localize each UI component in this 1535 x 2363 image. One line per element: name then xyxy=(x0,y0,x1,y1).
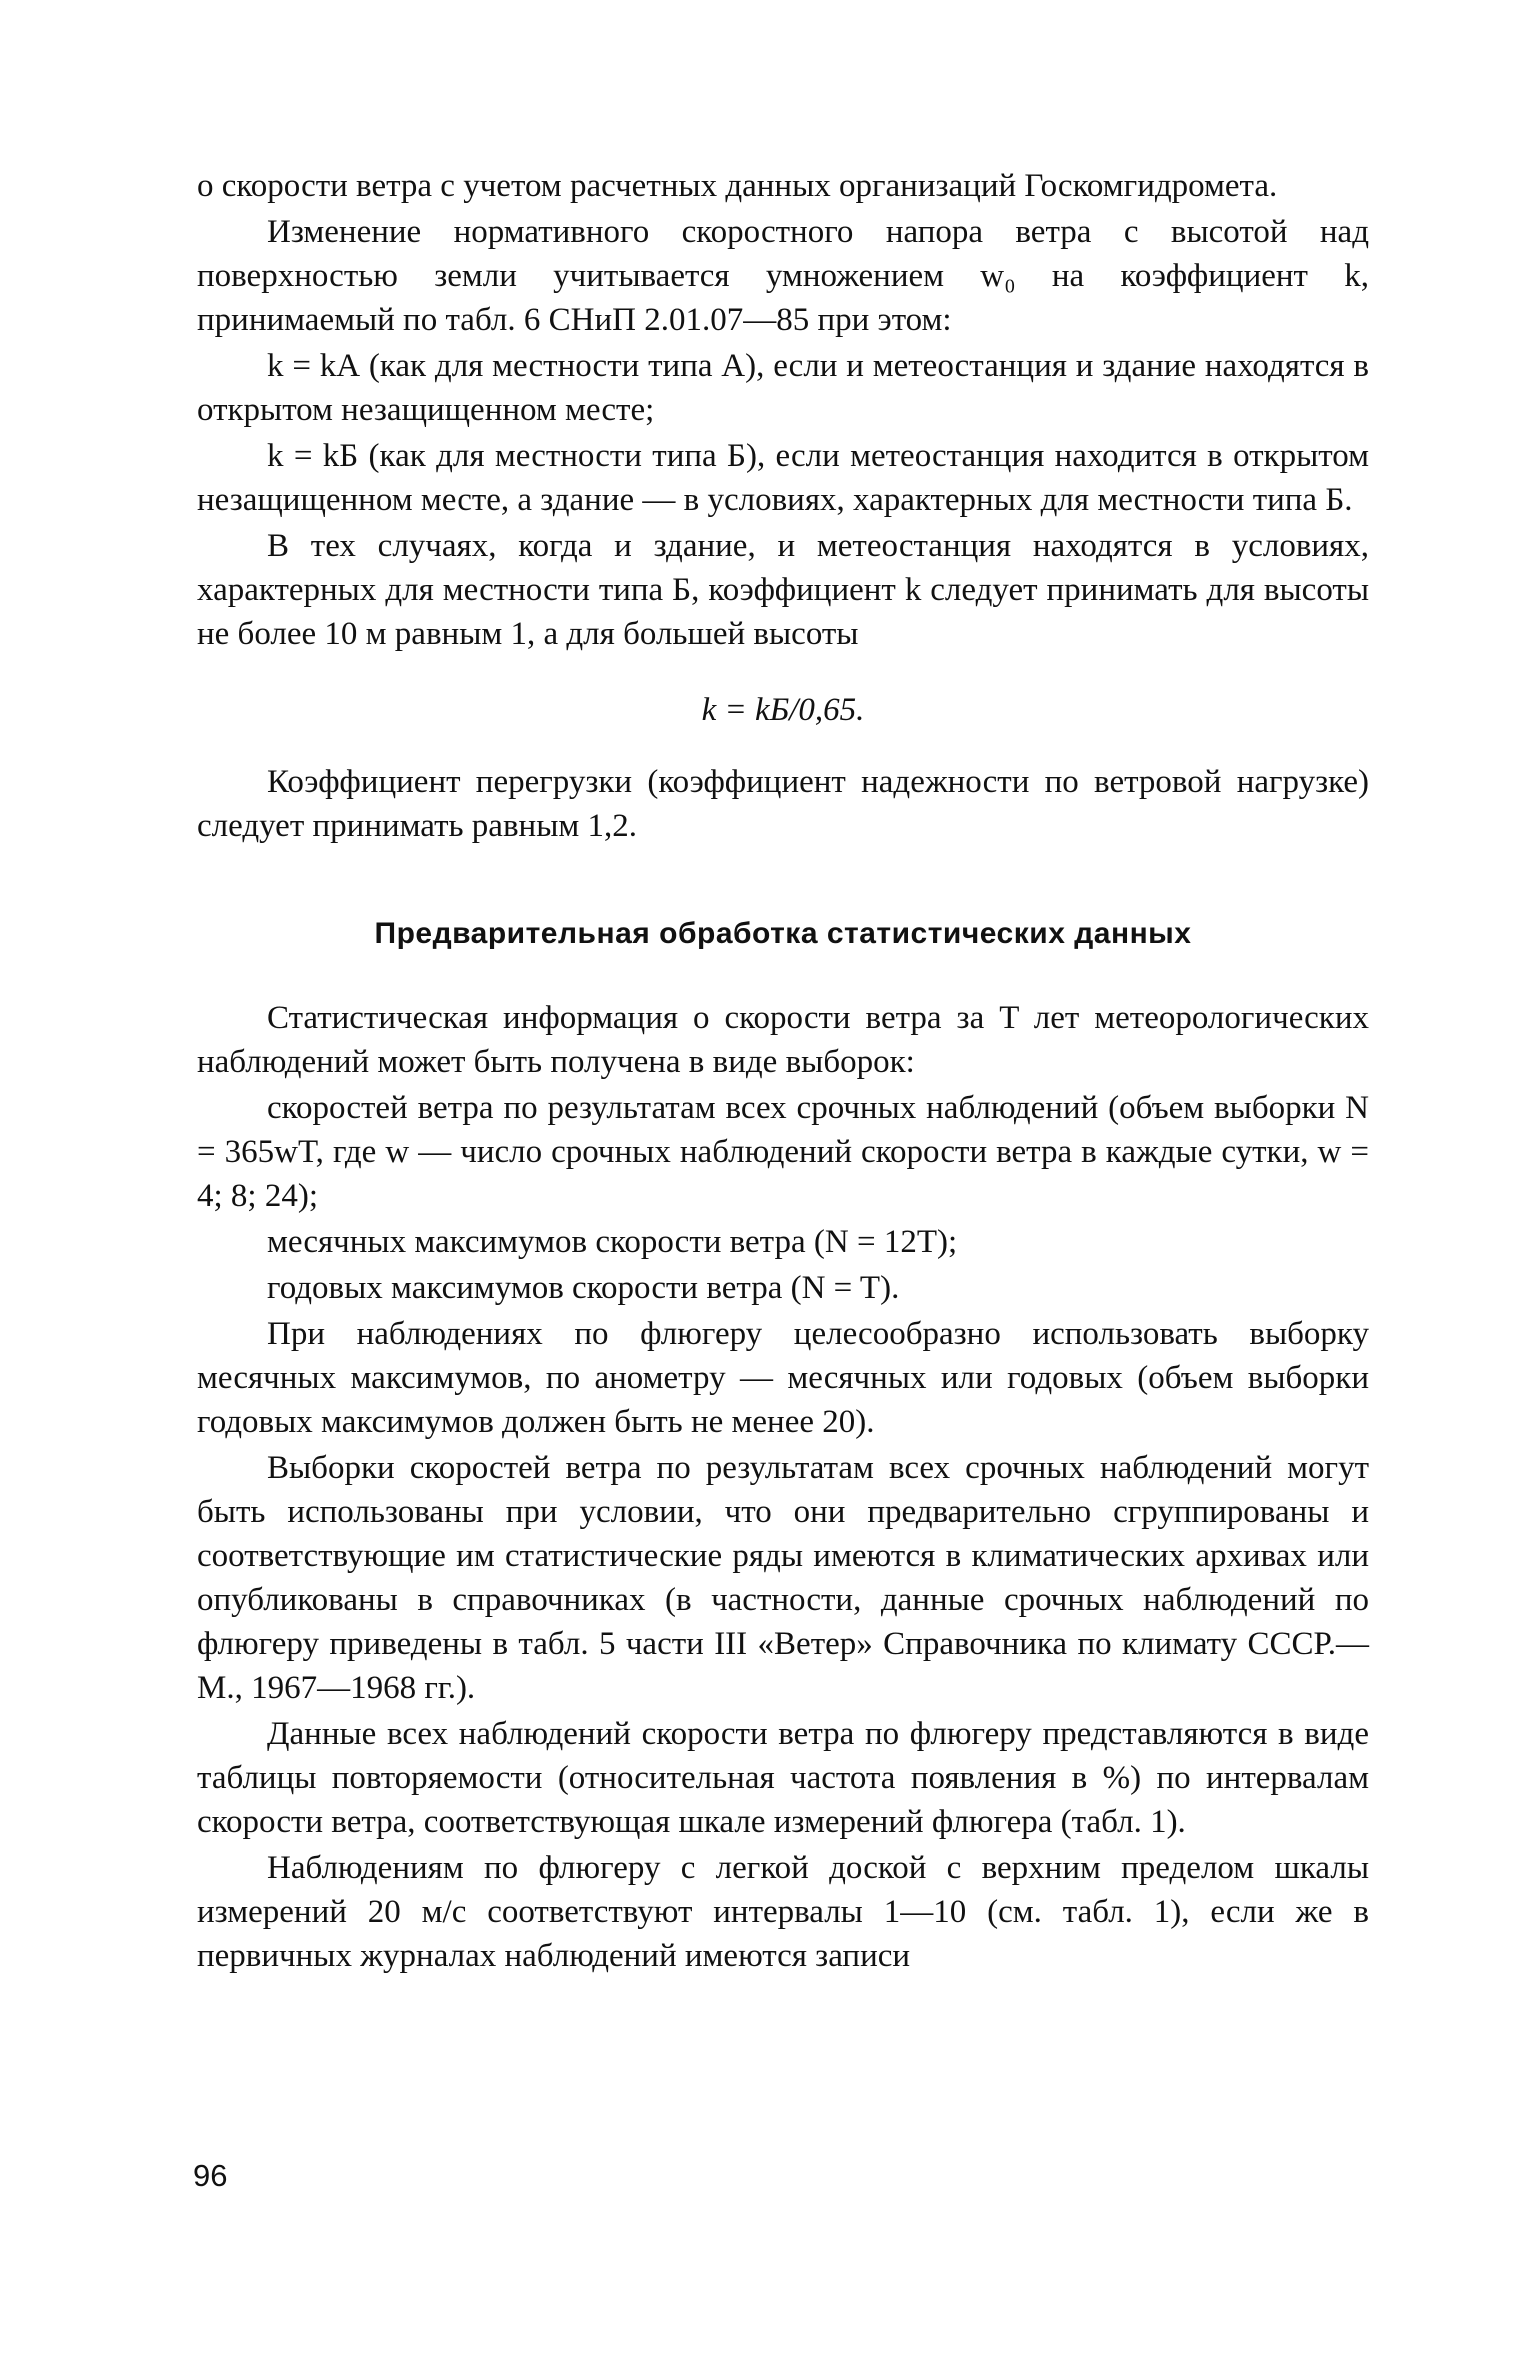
paragraph: Выборки скоростей ветра по результатам всех срочных наблюдений могут быть использованы при условии, что они предварительно сгруппированы и соответствующие им статистические ряды имеются в климатических архивах или опубликованы в справочниках (в частности, данные срочных наблюдений по флюгеру приведены в табл. 5 части III «Ветер» Справочника по климату СССР.— М., 1967—1968 гг.). xyxy=(197,1450,1369,1706)
paragraph: k = kА (как для местности типа А), если и метеостанция и здание находятся в открытом незащищенном месте; xyxy=(197,348,1369,428)
paragraph: годовых максимумов скорости ветра (N = T). xyxy=(267,1270,900,1306)
paragraph: k = kБ (как для местности типа Б), если метеостанция находится в открытом незащищенном месте, а здание — в условиях, характерных для местности типа Б. xyxy=(197,438,1369,518)
paragraph: Данные всех наблюдений скорости ветра по флюгеру представляются в виде таблицы повторяемости (относительная частота появления в %) по интервалам скорости ветра, соответствующая шкале измерений флюгера (табл. 1). xyxy=(197,1716,1369,1840)
paragraph: Изменение нормативного скоростного напора ветра с высотой над поверхностью земли учитывается умножением w₀ на коэффициент k, принимаемый по табл. 6 СНиП 2.01.07—85 при этом: xyxy=(197,214,1369,338)
formula: k = kБ/0,65. xyxy=(701,692,865,728)
paragraph: Статистическая информация о скорости ветра за T лет метеорологических наблюдений может быть получена в виде выборок: xyxy=(197,1000,1369,1080)
paragraph: Наблюдениям по флюгеру с легкой доской с верхним пределом шкалы измерений 20 м/с соответствуют интервалы 1—10 (см. табл. 1), если же в первичных журналах наблюдений имеются записи xyxy=(197,1850,1369,1974)
paragraph: месячных максимумов скорости ветра (N = 12T); xyxy=(267,1224,958,1260)
page-body xyxy=(197,164,1369,1978)
section-heading: Предварительная обработка статистических данных xyxy=(374,917,1192,950)
paragraph: При наблюдениях по флюгеру целесообразно использовать выборку месячных максимумов, по анометру — месячных или годовых (объем выборки годовых максимумов должен быть не менее 20). xyxy=(197,1316,1369,1440)
paragraph: В тех случаях, когда и здание, и метеостанция находятся в условиях, характерных для местности типа Б, коэффициент k следует принимать для высоты не более 10 м равным 1, а для большей высоты xyxy=(197,528,1369,652)
paragraph: Коэффициент перегрузки (коэффициент надежности по ветровой нагрузке) следует принимать равным 1,2. xyxy=(197,764,1369,844)
paragraph: о скорости ветра с учетом расчетных данных организаций Госкомгидромета. xyxy=(197,168,1278,204)
page-number: 96 xyxy=(193,2158,228,2193)
paragraph: скоростей ветра по результатам всех срочных наблюдений (объем выборки N = 365wT, где w — число срочных наблюдений скорости ветра в каждые сутки, w = 4; 8; 24); xyxy=(197,1090,1369,1214)
